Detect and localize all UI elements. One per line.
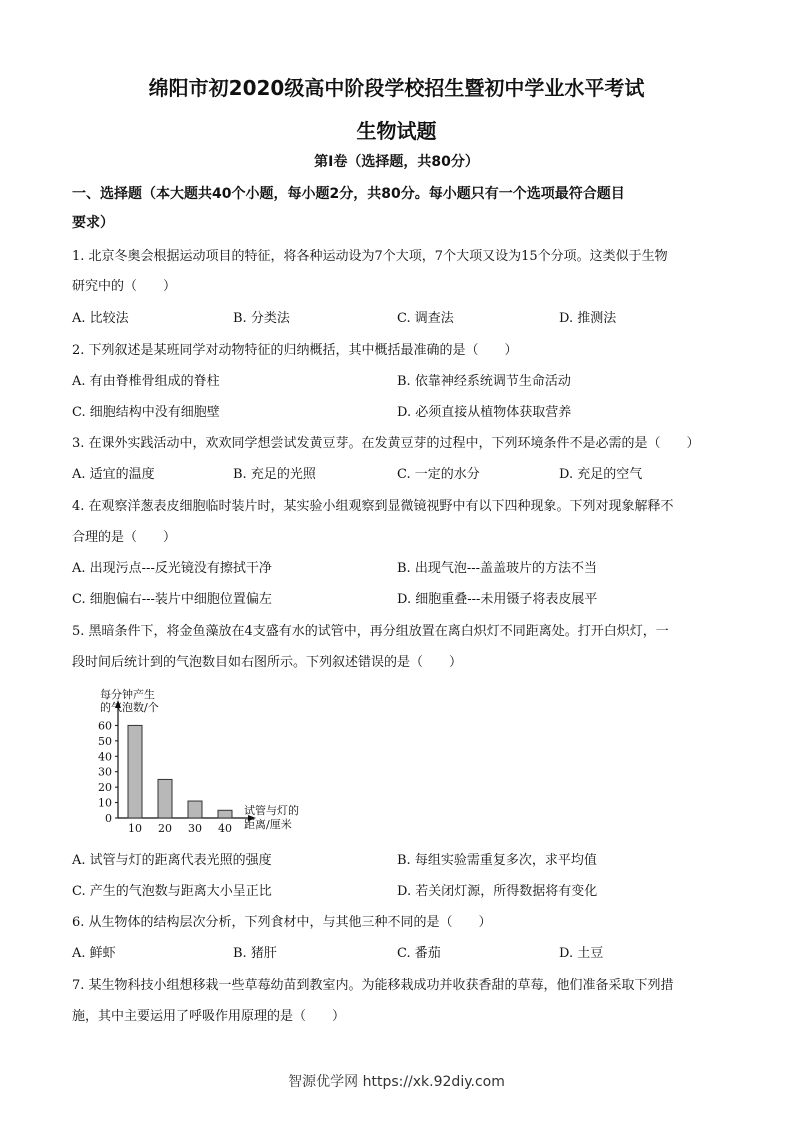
q1-option-a: A. 比较法 [72, 311, 129, 326]
q4-option-c: C. 细胞偏右---装片中细胞位置偏左 [72, 592, 272, 607]
q6-option-c: C. 番茄 [397, 946, 441, 961]
subject-title: 生物试题 [356, 119, 437, 143]
y-tick-label: 50 [98, 734, 112, 748]
bar-20 [158, 779, 172, 818]
q5-option-d: D. 若关闭灯源，所得数据将有变化 [397, 884, 598, 899]
q2-option-b: B. 依靠神经系统调节生命活动 [397, 374, 571, 389]
section-heading-line2: 要求） [72, 215, 114, 231]
question-5-line2: 段时间后统计到的气泡数目如右图所示。下列叙述错误的是（ ） [72, 655, 463, 670]
q3-option-d: D. 充足的空气 [559, 467, 643, 482]
bubble-count-bar-chart [80, 682, 340, 842]
q6-option-a: A. 鲜虾 [72, 946, 116, 961]
x-axis-label-line2: 距离/厘米 [244, 818, 292, 831]
section-heading-line1: 一、选择题（本大题共40个小题，每小题2分，共80分。每小题只有一个选项最符合题目 [72, 186, 625, 202]
y-axis-label-line1: 每分钟产生 [100, 688, 155, 701]
bar-40 [218, 810, 232, 818]
q5-option-a: A. 试管与灯的距离代表光照的强度 [72, 853, 272, 868]
bar-30 [188, 801, 202, 818]
question-7-line1: 7. 某生物科技小组想移栽一些草莓幼苗到教室内。为能移栽成功并收获香甜的草莓，他们准备采取下列措 [72, 978, 674, 993]
x-axis-label-line1: 试管与灯的 [244, 804, 299, 817]
x-tick-label: 20 [158, 822, 172, 835]
q4-option-b: B. 出现气泡---盖盖玻片的方法不当 [397, 561, 597, 576]
y-tick-label: 40 [98, 750, 112, 764]
q5-option-b: B. 每组实验需重复多次，求平均值 [397, 853, 597, 868]
question-3-line1: 3. 在课外实践活动中，欢欢同学想尝试发黄豆芽。在发黄豆芽的过程中，下列环境条件不是必需的是（ ） [72, 436, 700, 451]
q6-option-b: B. 猪肝 [233, 946, 277, 961]
q5-option-c: C. 产生的气泡数与距离大小呈正比 [72, 884, 272, 899]
question-6-line1: 6. 从生物体的结构层次分析，下列食材中，与其他三种不同的是（ ） [72, 915, 492, 930]
q2-option-d: D. 必须直接从植物体获取营养 [397, 405, 572, 420]
q4-option-d: D. 细胞重叠---未用镊子将表皮展平 [397, 592, 598, 607]
x-tick-label: 10 [128, 822, 142, 835]
x-tick-label: 30 [188, 822, 202, 835]
y-tick-label: 60 [98, 719, 112, 733]
question-7-line2: 施，其中主要运用了呼吸作用原理的是（ ） [72, 1009, 346, 1024]
q2-option-a: A. 有由脊椎骨组成的脊柱 [72, 374, 220, 389]
question-4-line2: 合理的是（ ） [72, 530, 177, 545]
footer-watermark: 智源优学网 https://xk.92diy.com [288, 1074, 505, 1090]
y-tick-label: 20 [98, 781, 112, 795]
question-4-line1: 4. 在观察洋葱表皮细胞临时装片时，某实验小组观察到显微镜视野中有以下四种现象。下列对现象解释不 [72, 499, 674, 514]
y-tick-label: 10 [98, 796, 112, 810]
question-1-line1: 1. 北京冬奥会根据运动项目的特征，将各种运动设为7个大项，7个大项又设为15个分项。这类似于生物 [72, 249, 668, 264]
question-2-line1: 2. 下列叙述是某班同学对动物特征的归纳概括，其中概括最准确的是（ ） [72, 343, 518, 358]
question-1-line2: 研究中的（ ） [72, 279, 177, 294]
q1-option-d: D. 推测法 [559, 311, 617, 326]
y-tick-label: 30 [98, 765, 112, 779]
volume-heading: 第Ⅰ卷（选择题，共80分） [314, 154, 479, 170]
q2-option-c: C. 细胞结构中没有细胞壁 [72, 405, 220, 420]
question-5-line1: 5. 黑暗条件下，将金鱼藻放在4支盛有水的试管中，再分组放置在离白炽灯不同距离处。打开白炽灯，一 [72, 624, 669, 639]
q6-option-d: D. 土豆 [559, 946, 604, 961]
q1-option-c: C. 调查法 [397, 311, 454, 326]
y-axis-label-line2: 的气泡数/个 [100, 701, 159, 714]
q3-option-a: A. 适宜的温度 [72, 467, 155, 482]
exam-title: 绵阳市初2020级高中阶段学校招生暨初中学业水平考试 [148, 76, 645, 100]
q4-option-a: A. 出现污点---反光镜没有擦拭干净 [72, 561, 272, 576]
q3-option-b: B. 充足的光照 [233, 467, 316, 482]
q1-option-b: B. 分类法 [233, 311, 290, 326]
bar-10 [128, 725, 142, 818]
x-tick-label: 40 [218, 822, 232, 835]
q3-option-c: C. 一定的水分 [397, 467, 480, 482]
y-tick-label: 0 [105, 812, 112, 825]
